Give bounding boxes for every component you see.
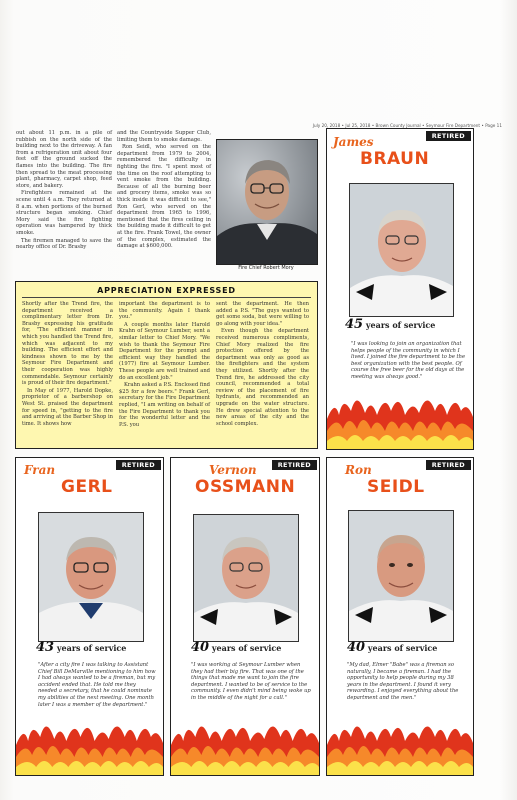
years-label: years of service [367, 643, 438, 653]
flames-graphic [16, 715, 163, 775]
story-column-2 [117, 130, 211, 251]
story-paragraph: out about 11 p.m. in a pile of rubbish on the north side of the building next to the driveway. A fan from a refrigeration unit about four feet off the ground sucked the flames into the building. The fire then spread to the meat processing plant, pharmacy, carpet shop, feed store, and bakery. [16, 130, 112, 189]
divider [22, 297, 311, 298]
appreciation-paragraph: A couple months later Harold Krahn of Seymour Lumber, sent a similar letter to Chief Mory. "We wish to thank the Seymour Fire Department for the prompt and efficient way they handled the (1977) fire at Seymour Lumber. These people are well trained and do an excellent job." [119, 321, 210, 381]
appreciation-column-3 [216, 301, 309, 428]
years-number: 43 [36, 640, 55, 655]
appreciation-paragraph: Krahn asked a P.S. Enclosed find $25 for a few beers." Frank Gerl, secretary for the Fire Department replied, "I am writing on behalf of the Fire Department to thank you for the wonderful letter and the P.S. you [119, 382, 210, 428]
retiree-quote: "My dad, Elmer "Babe" was a fireman so naturally, I became a fireman. I had the opportunity to help people during my 38 years in the department. I found it very rewarding. I enjoyed everything about the department and the men." [347, 662, 459, 701]
retiree-quote: "After a city fire I was talking to Assistant Chief Bill DeMarville mentioning to him how I had always wanted to be a fireman, but my accident ended that. He told me they needed a secretary, that he could nominate my abilities at the next meeting. One month later I was a member of the department." [38, 662, 156, 708]
retiree-card-gerl [15, 457, 164, 776]
retiree-portrait [348, 510, 454, 642]
story-paragraph: The firemen managed to save the nearby office of Dr. Brasby [16, 237, 112, 251]
retiree-photo-braun [350, 184, 453, 316]
years-label: years of service [365, 320, 436, 330]
years-of-service [347, 640, 437, 655]
retired-badge: RETIRED [272, 460, 317, 470]
retired-badge: RETIRED [426, 460, 471, 470]
appreciation-paragraph: Shortly after the Trend fire, the department received a complimentary letter from Dr. Brasby expressing his gratitude for, "The efficient manner in which you handled the Trend fire, which was adjacent to my building. The efficient effort and kindness shown to me by the Seymour Fire Department and their cooperation was highly commendable. Seymour certainly is proud of their fire department." [22, 301, 113, 387]
years-of-service [191, 640, 281, 655]
story-paragraph: Ron Seidl, who served on the department from 1979 to 2004, remembered the difficulty in fighting the fire. "I spent most of the time on the roof attempting to vent smoke from the building. Because of all the burning beer and grocery items, smoke was so thick inside it was difficult to see," Ron Gerl, who served on the department from 1965 to 1996, mentioned that the fires ceiling in the building made it difficult to get at the fire. Frank Towel, the owner of the complex, estimated the damage at $600,000. [117, 144, 211, 250]
years-number: 40 [191, 640, 210, 655]
retiree-last-name: BRAUN [360, 149, 430, 169]
retiree-portrait [193, 514, 299, 642]
appreciation-box [15, 281, 318, 449]
retired-badge: RETIRED [426, 131, 471, 141]
years-of-service [345, 317, 435, 332]
years-number: 40 [347, 640, 366, 655]
appreciation-column-2 [119, 301, 210, 429]
years-number: 45 [345, 317, 364, 332]
years-of-service [36, 640, 126, 655]
appreciation-paragraph: Even though the department received numerous compliments, Chief Mory realized the fire protection offered by the department was only as good as the firefighters and the system they utilized. Shortly after the Trend fire, he addressed the city council, recommended a total review of the placement of fire hydrants, and recommended an upgrade on the water structure. He drew special attention to the new areas of the city and the school complex. [216, 328, 309, 427]
story-paragraph: and the Countryside Supper Club, limiting them to smoke damage. [117, 130, 211, 143]
retiree-first-name: Fran [24, 463, 56, 477]
retiree-photo-ossmann [194, 515, 298, 641]
fire-chief-photo [216, 139, 318, 265]
appreciation-paragraph: In May of 1977, Harold Dopke, proprietor of a barbershop on West St. praised the department for speed in, "getting to the fire and arriving at the Barber Shop in time. It shows how [22, 387, 113, 427]
years-label: years of service [211, 643, 282, 653]
retiree-photo-gerl [39, 513, 143, 641]
retiree-last-name: SEIDL [367, 477, 425, 497]
running-head: July 20, 2018 • Jul 25, 2018 • Brown County Journal • Seymour Fire Department • Page 11 [312, 123, 502, 128]
retiree-card-seidl [326, 457, 474, 776]
retired-badge: RETIRED [116, 460, 161, 470]
retiree-portrait [349, 183, 454, 317]
retiree-card-braun [326, 128, 474, 450]
appreciation-column-1 [22, 301, 113, 428]
retiree-photo-seidl [349, 511, 453, 641]
retiree-first-name: James [333, 135, 374, 149]
story-paragraph: Firefighters remained at the scene until 4 a.m. They returned at 8 a.m. when portions of the burned structure began smoking. Chief Mory said the fire fighting operation was hampered by thick smoke. [16, 190, 112, 236]
flames-graphic [327, 389, 473, 449]
appreciation-paragraph: important the department is to the community. Again I thank you." [119, 301, 210, 321]
appreciation-paragraph: sent the department. He then added a P.S. "The guys wanted to get some soda, but were willing to go along with your idea." [216, 301, 309, 327]
years-label: years of service [56, 643, 127, 653]
flames-graphic [171, 715, 319, 775]
retiree-card-ossmann [170, 457, 320, 776]
retiree-portrait [38, 512, 144, 642]
chief-portrait-image [217, 140, 317, 264]
retiree-quote: "I was working at Seymour Lumber when they had their big fire. That was one of the things that made me want to join the fire department. I wanted to be of service to the community. I even didn't mind being woke up in the middle of the night for a call." [191, 662, 311, 701]
retiree-first-name: Vernon [209, 463, 257, 477]
retiree-last-name: GERL [61, 477, 113, 497]
appreciation-title: APPRECIATION EXPRESSED [97, 286, 236, 295]
photo-caption: Fire Chief Robert Mory [238, 265, 294, 271]
retiree-first-name: Ron [345, 463, 372, 477]
story-column-1 [16, 130, 112, 252]
retiree-last-name: OSSMANN [195, 477, 296, 497]
retiree-quote: "I was looking to join an organization that helps people of the community in which I lived. I joined the fire department to be the best organization with the best people. Of course the free beer for the old days at the meeting was always good." [351, 341, 466, 380]
flames-graphic [327, 715, 473, 775]
